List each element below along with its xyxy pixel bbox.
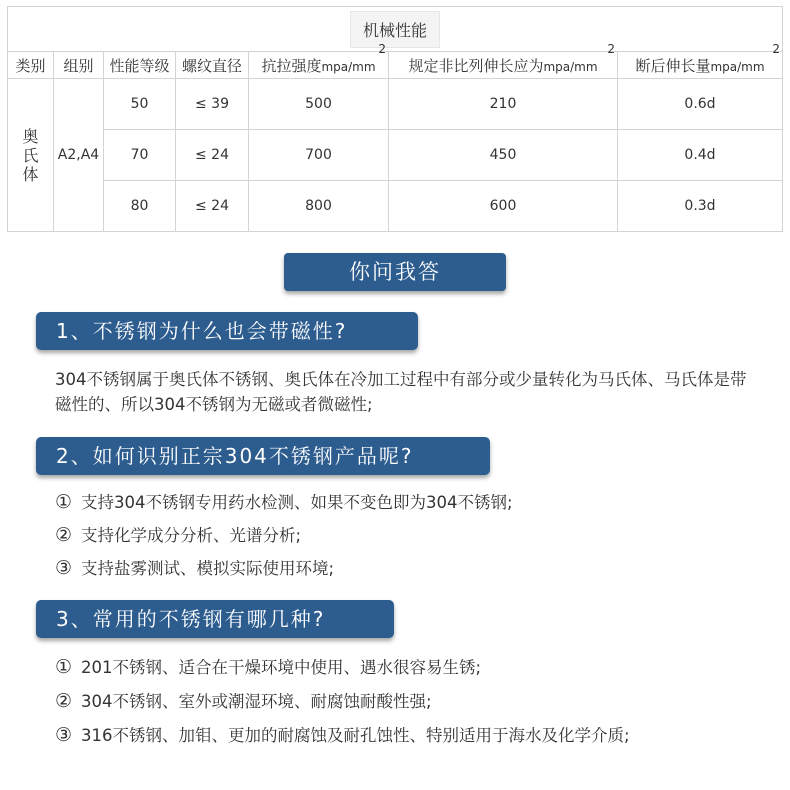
group-cell: A2,A4 bbox=[54, 79, 104, 232]
header-elongation: 断后伸长量mpa/mm 2 bbox=[618, 52, 783, 79]
header-grade: 性能等级 bbox=[104, 52, 176, 79]
elongation-cell: 0.3d bbox=[618, 181, 783, 232]
thread-cell: ≤ 39 bbox=[176, 79, 249, 130]
header-thread: 螺纹直径 bbox=[176, 52, 249, 79]
table-row bbox=[8, 181, 783, 232]
grade-cell: 50 bbox=[104, 79, 176, 130]
table-row bbox=[8, 130, 783, 181]
thread-cell: ≤ 24 bbox=[176, 130, 249, 181]
category-char: 体 bbox=[22, 164, 39, 184]
tensile-cell: 700 bbox=[249, 130, 389, 181]
grade-cell: 70 bbox=[104, 130, 176, 181]
yield-cell: 210 bbox=[389, 79, 618, 130]
list-item: ② 支持化学成分分析、光谱分析; bbox=[55, 524, 302, 546]
grade-cell: 80 bbox=[104, 181, 176, 232]
table-row bbox=[8, 79, 783, 130]
thread-cell: ≤ 24 bbox=[176, 181, 249, 232]
table-title-cell bbox=[8, 7, 783, 52]
section-heading-magnetism: 1、不锈钢为什么也会带磁性? bbox=[36, 312, 418, 350]
header-yield: 规定非比列伸长应为mpa/mm 2 bbox=[389, 52, 618, 79]
section-heading-types: 3、常用的不锈钢有哪几种? bbox=[36, 600, 394, 638]
list-item: ③ 316不锈钢、加钼、更加的耐腐蚀及耐孔蚀性、特别适用于海水及化学介质; bbox=[55, 724, 630, 746]
header-tensile: 抗拉强度mpa/mm 2 bbox=[249, 52, 389, 79]
yield-cell: 600 bbox=[389, 181, 618, 232]
header-category: 类别 bbox=[8, 52, 54, 79]
category-char: 氏 bbox=[22, 145, 39, 165]
list-item: ② 304不锈钢、室外或潮湿环境、耐腐蚀耐酸性强; bbox=[55, 690, 432, 712]
elongation-cell: 0.4d bbox=[618, 130, 783, 181]
list-item: ③ 支持盐雾测试、模拟实际使用环境; bbox=[55, 557, 335, 579]
yield-cell: 450 bbox=[389, 130, 618, 181]
elongation-cell: 0.6d bbox=[618, 79, 783, 130]
category-value bbox=[8, 127, 53, 184]
qa-title-banner: 你问我答 bbox=[284, 253, 506, 291]
tensile-cell: 800 bbox=[249, 181, 389, 232]
list-item: ① 201不锈钢、适合在干燥环境中使用、遇水很容易生锈; bbox=[55, 656, 482, 678]
mechanical-properties-table bbox=[7, 6, 783, 232]
category-char: 奥 bbox=[22, 126, 39, 146]
tensile-cell: 500 bbox=[249, 79, 389, 130]
table-title: 机械性能 bbox=[350, 11, 440, 48]
category-cell bbox=[8, 79, 54, 232]
section-heading-identify: 2、如何识别正宗304不锈钢产品呢? bbox=[36, 437, 490, 475]
list-item: ① 支持304不锈钢专用药水检测、如果不变色即为304不锈钢; bbox=[55, 491, 513, 513]
header-group: 组别 bbox=[54, 52, 104, 79]
section-text-magnetism: 304不锈钢属于奥氏体不锈钢、奥氏体在冷加工过程中有部分或少量转化为马氏体、马氏体是带磁性的、所以304不锈钢为无磁或者微磁性; bbox=[55, 370, 747, 414]
